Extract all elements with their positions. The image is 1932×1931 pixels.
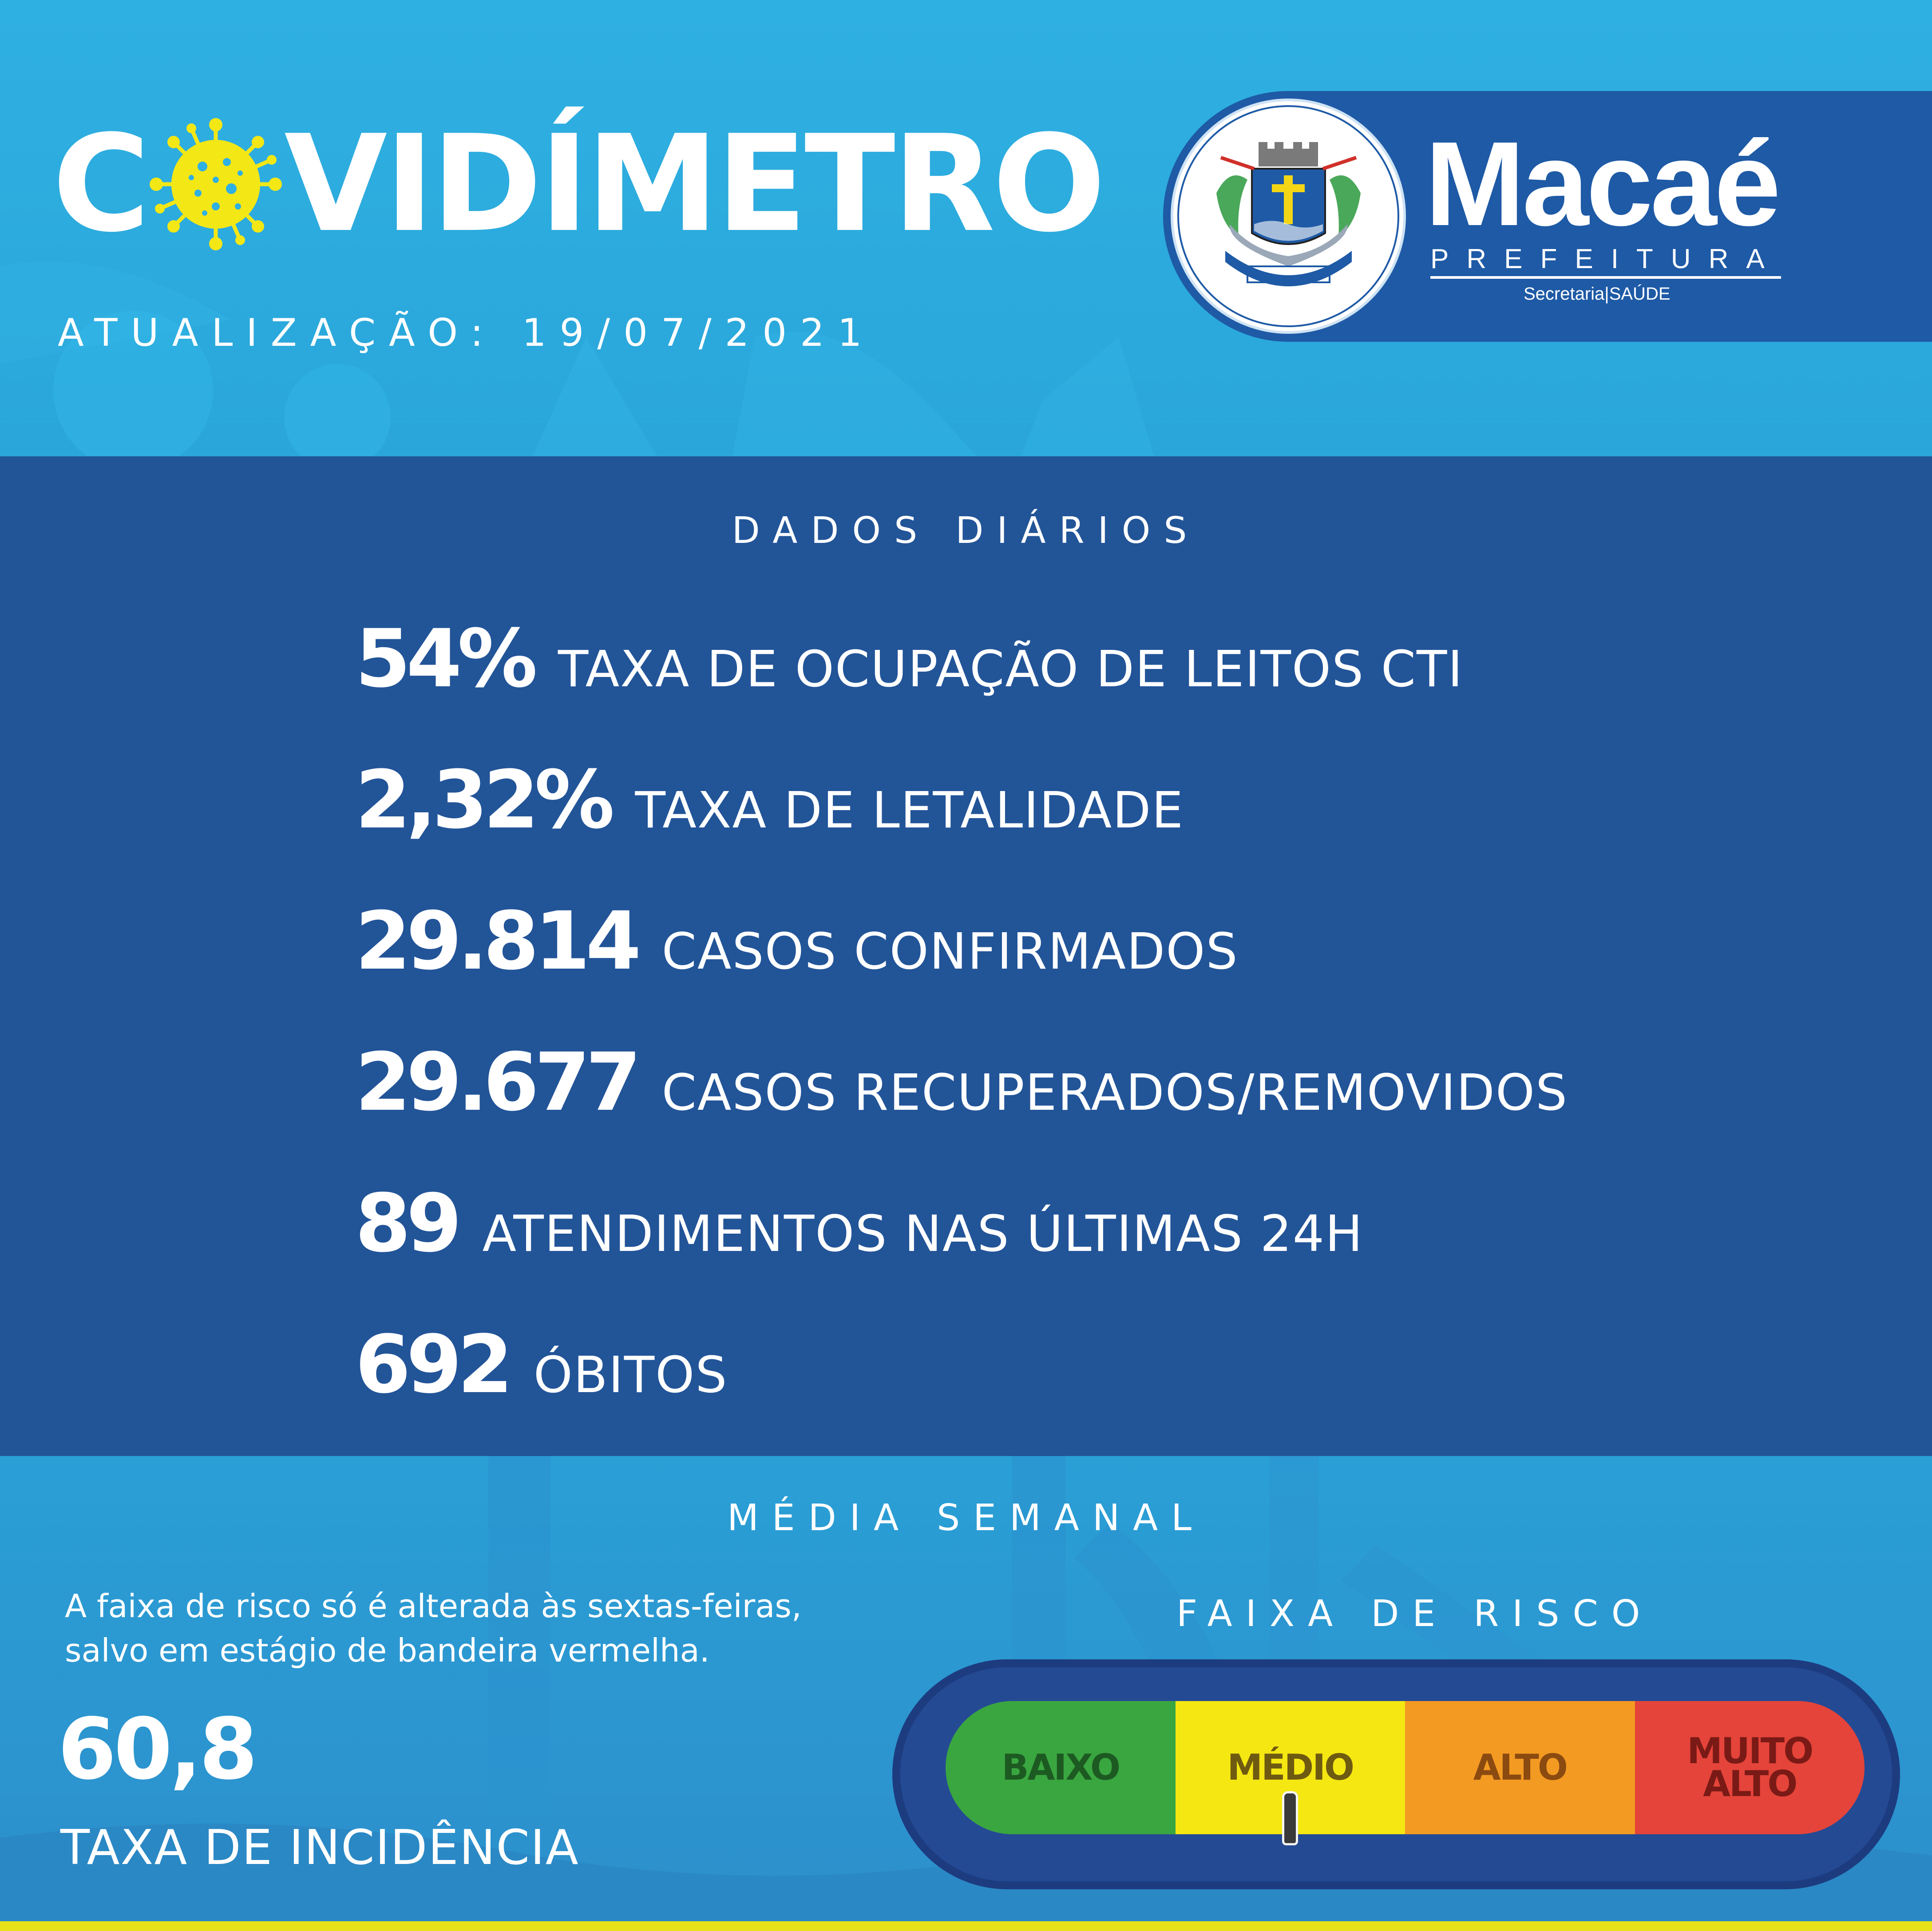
stat-label: ATENDIMENTOS NAS ÚLTIMAS 24H xyxy=(482,1205,1364,1263)
risk-level-low xyxy=(946,1701,1176,1834)
weekly-title: MÉDIA SEMANAL xyxy=(727,1497,1205,1539)
daily-data-title: DADOS DIÁRIOS xyxy=(732,510,1200,552)
risk-note xyxy=(65,1584,802,1673)
brand-subtitle: PREFEITURA xyxy=(1430,244,1782,274)
title-first-letter: C xyxy=(52,107,148,261)
stat-appointments-24h xyxy=(355,1177,1363,1270)
virus-icon xyxy=(149,118,282,251)
stat-recovered-cases xyxy=(355,1036,1568,1129)
incidence-value: 60,8 xyxy=(58,1700,255,1798)
stat-label: CASOS CONFIRMADOS xyxy=(661,923,1239,981)
stat-deaths xyxy=(355,1318,728,1411)
update-date: ATUALIZAÇÃO: 19/07/2021 xyxy=(58,311,875,355)
stat-value: 29.814 xyxy=(355,895,637,988)
stat-value: 89 xyxy=(355,1177,458,1270)
stat-icu-occupancy xyxy=(355,613,1463,705)
stat-label: TAXA DE LETALIDADE xyxy=(635,782,1184,839)
macae-coat-of-arms-icon xyxy=(1163,91,1414,342)
risk-level-label: MÉDIO xyxy=(1227,1747,1353,1788)
risk-level-label: ALTO xyxy=(1473,1747,1567,1788)
stat-value: 54% xyxy=(355,613,533,705)
title-rest: VIDÍMETRO xyxy=(284,107,1103,261)
brand-divider xyxy=(1430,276,1781,279)
risk-level-very-high xyxy=(1635,1701,1865,1834)
stat-value: 29.677 xyxy=(355,1036,637,1129)
risk-note-line-2: salvo em estágio de bandeira vermelha. xyxy=(65,1632,710,1669)
risk-needle-icon xyxy=(1284,1793,1296,1843)
incidence-label: TAXA DE INCIDÊNCIA xyxy=(60,1820,579,1876)
brand-name: Macaé xyxy=(1425,117,1778,251)
risk-gauge xyxy=(946,1701,1865,1834)
risk-level-label: MUITO ALTO xyxy=(1687,1730,1813,1804)
covidimetro-title xyxy=(52,107,1103,261)
risk-level-high xyxy=(1405,1701,1635,1834)
risk-note-line-1: A faixa de risco só é alterada às sextas-feiras, xyxy=(65,1587,802,1625)
stat-label: ÓBITOS xyxy=(533,1346,728,1404)
risk-range-title: FAIXA DE RISCO xyxy=(1176,1593,1654,1635)
bottom-strip xyxy=(0,1921,1932,1931)
risk-level-label: BAIXO xyxy=(1002,1747,1119,1788)
stat-value: 2,32% xyxy=(355,754,610,847)
stat-lethality-rate xyxy=(355,754,1184,847)
stat-label: TAXA DE OCUPAÇÃO DE LEITOS CTI xyxy=(558,641,1464,698)
stat-label: CASOS RECUPERADOS/REMOVIDOS xyxy=(661,1064,1568,1122)
brand-department: Secretaria|SAÚDE xyxy=(1524,284,1671,304)
stat-confirmed-cases xyxy=(355,895,1239,988)
stat-value: 692 xyxy=(355,1318,509,1411)
